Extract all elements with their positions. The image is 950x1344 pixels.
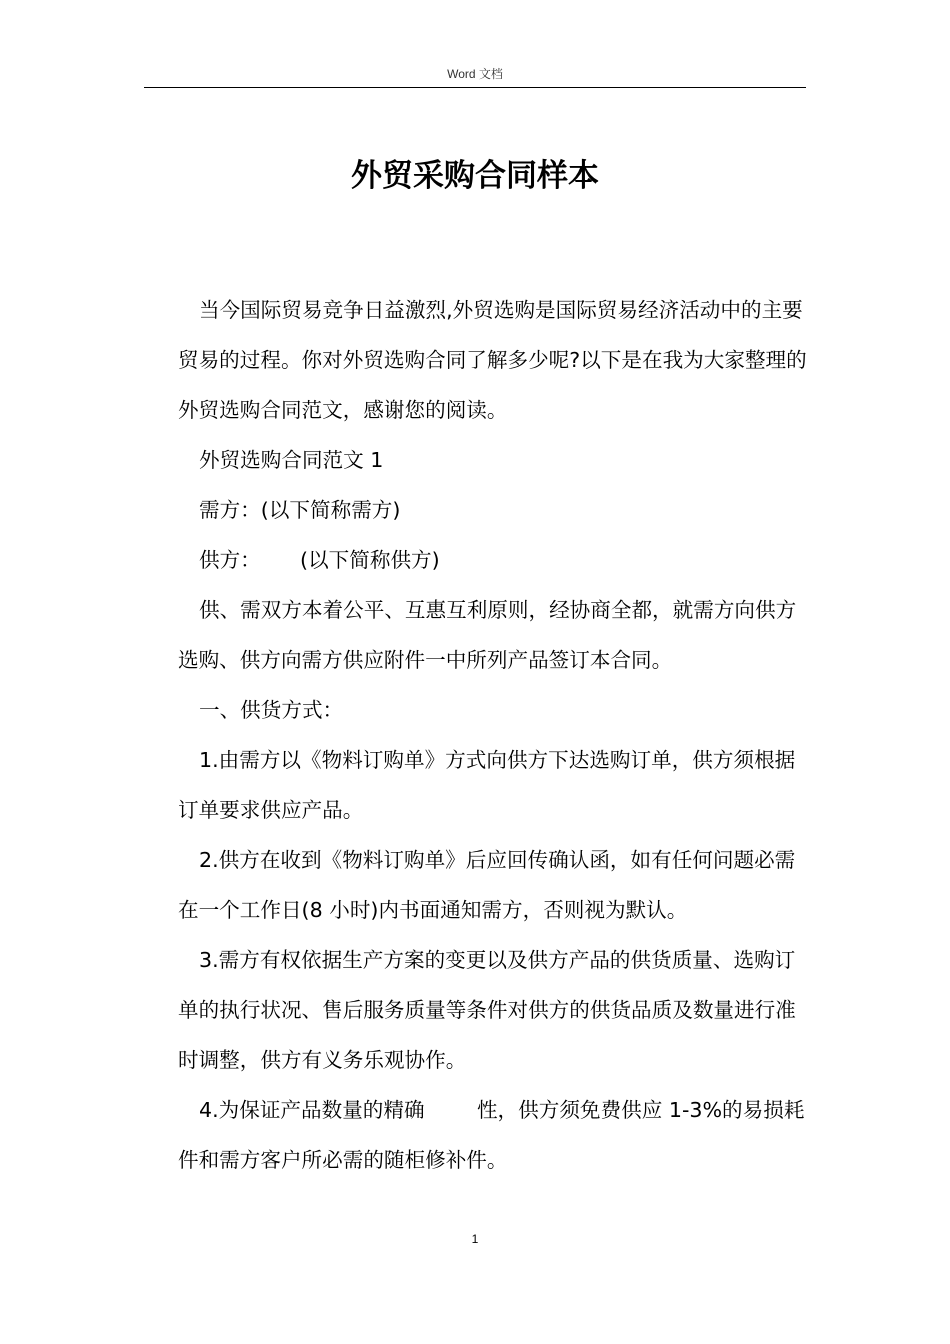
contract-heading: 外贸选购合同范文 1 <box>199 448 384 472</box>
agreement-paragraph: 供、需双方本着公平、互惠互利原则，经协商全都，就需方向供方选购、供方向需方供应附件一中所列产品签订本合同。 <box>178 598 797 672</box>
supplier-line: 供方： (以下简称供方) <box>199 548 440 572</box>
page-number: 1 <box>471 1232 479 1246</box>
buyer-line: 需方：(以下简称需方) <box>199 498 401 522</box>
intro-paragraph: 当今国际贸易竞争日益激烈,外贸选购是国际贸易经济活动中的主要贸易的过程。你对外贸选购合同了解多少呢?以下是在我为大家整理的外贸选购合同范文，感谢您的阅读。 <box>178 298 807 422</box>
header-rule <box>144 87 806 88</box>
clause-2: 2.供方在收到《物料订购单》后应回传确认函，如有任何问题必需在一个工作日(8 小时)内书面通知需方，否则视为默认。 <box>178 848 796 922</box>
document-title: 外贸采购合同样本 <box>351 158 599 194</box>
section-heading-supply-method: 一、供货方式： <box>199 698 344 722</box>
clause-4: 4.为保证产品数量的精确 性，供方须免费供应 1-3%的易损耗件和需方客户所必需的随柜修补件。 <box>178 1098 805 1172</box>
document-body <box>178 285 808 1185</box>
clause-3: 3.需方有权依据生产方案的变更以及供方产品的供货质量、选购订单的执行状况、售后服务质量等条件对供方的供货品质及数量进行准时调整，供方有义务乐观协作。 <box>178 948 796 1072</box>
clause-1: 1.由需方以《物料订购单》方式向供方下达选购订单，供方须根据订单要求供应产品。 <box>178 748 796 822</box>
page-header: Word 文档 <box>447 67 503 81</box>
